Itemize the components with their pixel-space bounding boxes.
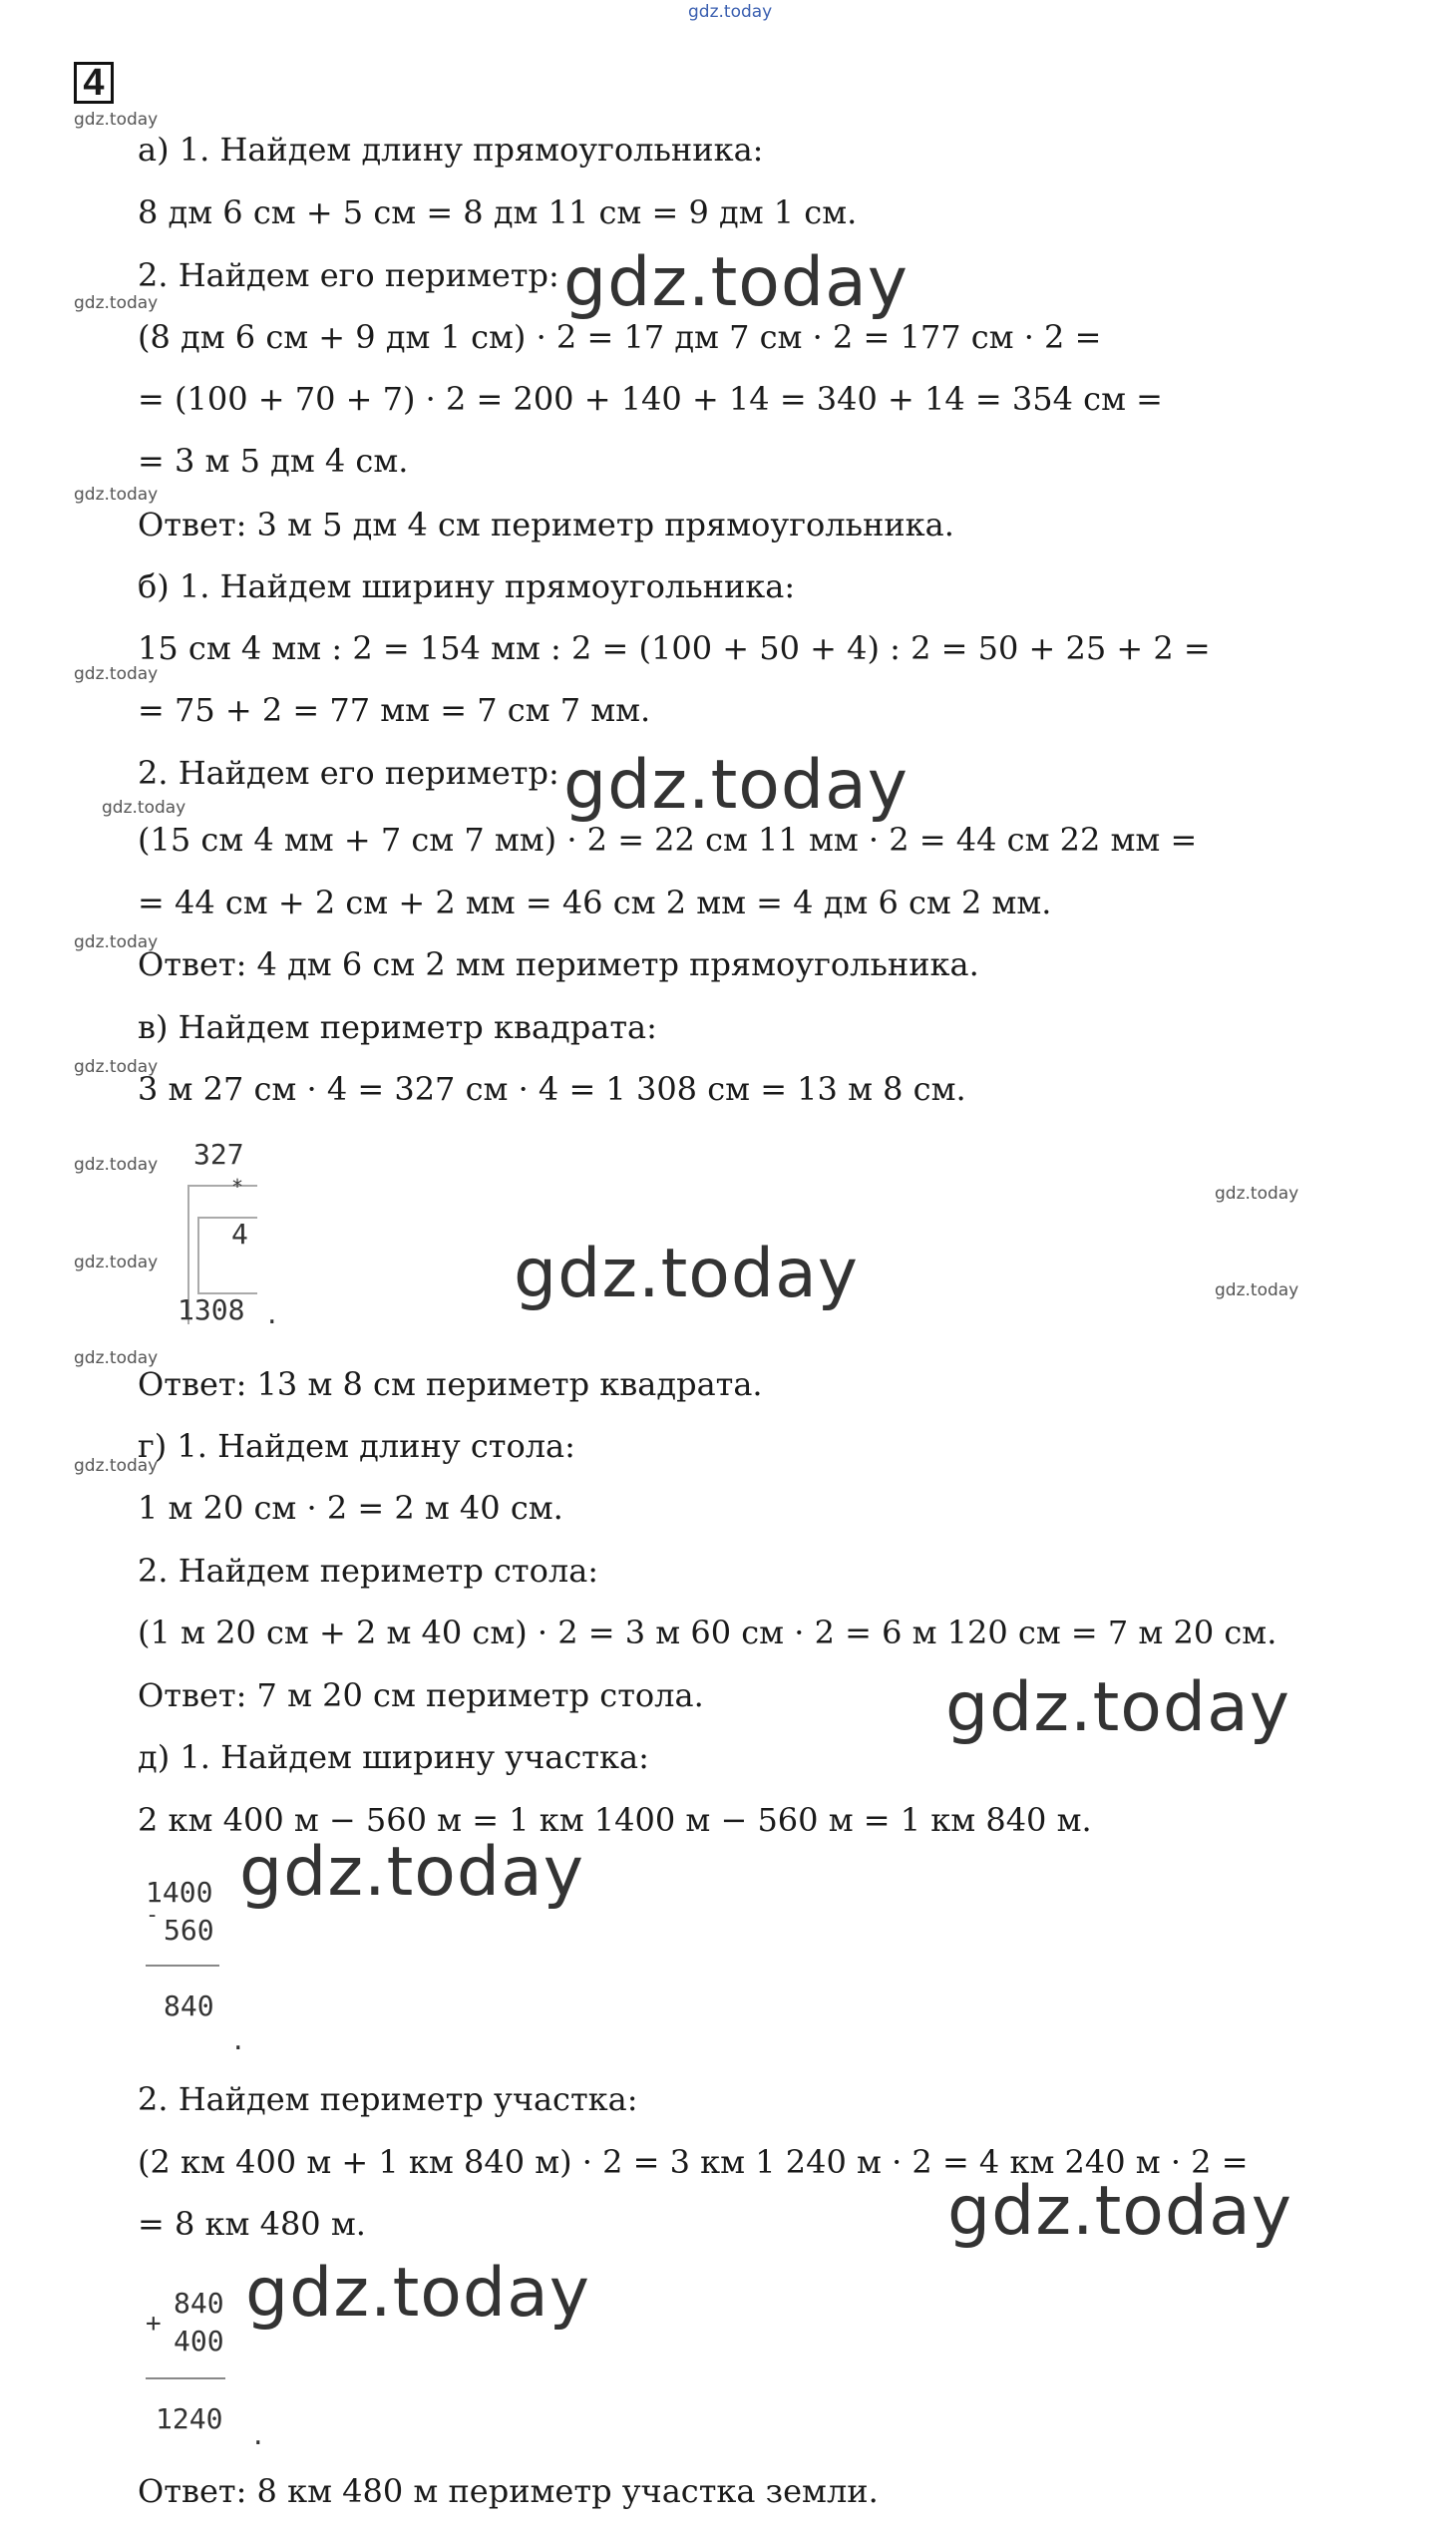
solution-line: 1 м 20 см · 2 = 2 м 40 см. — [138, 1489, 563, 1527]
add-dot: . — [253, 2417, 263, 2452]
watermark-small: gdz.today — [74, 1253, 159, 1272]
solution-line: Ответ: 4 дм 6 см 2 мм периметр прямоугольника. — [138, 945, 979, 983]
watermark-large: gdz.today — [947, 2172, 1292, 2251]
watermark-large: gdz.today — [239, 1833, 584, 1912]
solution-line: = 44 см + 2 см + 2 мм = 46 см 2 мм = 4 дм 6 см 2 мм. — [138, 884, 1052, 921]
solution-line: (2 км 400 м + 1 км 840 м) · 2 = 3 км 1 240 м · 2 = 4 км 240 м · 2 = — [138, 2143, 1249, 2181]
solution-line: = 75 + 2 = 77 мм = 7 см 7 мм. — [138, 691, 651, 729]
mult-operator: * — [231, 1175, 244, 1199]
solution-line: б) 1. Найдем ширину прямоугольника: — [138, 567, 796, 605]
watermark-large: gdz.today — [514, 1235, 859, 1313]
mult-top: 327 — [193, 1138, 244, 1171]
watermark-small: gdz.today — [74, 1155, 159, 1175]
add-operator: + — [146, 2309, 162, 2339]
header-watermark: gdz.today — [688, 2, 773, 22]
solution-line: 2. Найдем периметр участка: — [138, 2080, 638, 2118]
mult-dot: . — [267, 1296, 277, 1331]
solution-line: = 3 м 5 дм 4 см. — [138, 442, 409, 480]
add-result: 1240 — [156, 2402, 223, 2435]
mult-factor: 4 — [231, 1218, 248, 1251]
solution-line: 3 м 27 см · 4 = 327 см · 4 = 1 308 см = 13 м 8 см. — [138, 1070, 966, 1108]
watermark-large: gdz.today — [563, 243, 909, 322]
solution-line: = 8 км 480 м. — [138, 2205, 366, 2243]
watermark-small: gdz.today — [74, 1057, 159, 1077]
sub-result: 840 — [164, 1989, 214, 2022]
add-bottom: 400 — [174, 2325, 224, 2357]
solution-line: в) Найдем периметр квадрата: — [138, 1008, 657, 1046]
sub-bottom: 560 — [164, 1914, 214, 1947]
solution-line: Ответ: 3 м 5 дм 4 см периметр прямоугольника. — [138, 506, 954, 543]
sub-dot: . — [233, 2022, 243, 2057]
watermark-large: gdz.today — [945, 1668, 1290, 1747]
solution-line: а) 1. Найдем длину прямоугольника: — [138, 131, 764, 169]
solution-line: 2 км 400 м − 560 м = 1 км 1400 м − 560 м = 1 км 840 м. — [138, 1801, 1092, 1839]
watermark-small: gdz.today — [74, 485, 159, 505]
solution-line: 2. Найдем его периметр: — [138, 256, 559, 294]
solution-line: Ответ: 13 м 8 см периметр квадрата. — [138, 1365, 763, 1403]
watermark-large: gdz.today — [245, 2254, 590, 2333]
solution-line: (1 м 20 см + 2 м 40 см) · 2 = 3 м 60 см · 2 = 6 м 120 см = 7 м 20 см. — [138, 1614, 1277, 1651]
solution-line: 8 дм 6 см + 5 см = 8 дм 11 см = 9 дм 1 см. — [138, 193, 858, 231]
solution-line: (15 см 4 мм + 7 см 7 мм) · 2 = 22 см 11 мм · 2 = 44 см 22 мм = — [138, 821, 1198, 859]
watermark-small: gdz.today — [74, 1456, 159, 1476]
mult-result: 1308 — [178, 1293, 245, 1326]
solution-line: Ответ: 8 км 480 м периметр участка земли. — [138, 2472, 879, 2510]
watermark-small: gdz.today — [1215, 1280, 1299, 1300]
watermark-small: gdz.today — [74, 110, 159, 130]
sub-operator: - — [146, 1903, 160, 1928]
watermark-small: gdz.today — [74, 1348, 159, 1368]
task-number: 4 — [74, 62, 114, 104]
watermark-small: gdz.today — [74, 932, 159, 952]
watermark-small: gdz.today — [74, 664, 159, 684]
watermark-small: gdz.today — [1215, 1184, 1299, 1204]
sub-top: 1400 — [146, 1876, 213, 1909]
solution-line: 2. Найдем его периметр: — [138, 754, 559, 792]
solution-line: 15 см 4 мм : 2 = 154 мм : 2 = (100 + 50 + 4) : 2 = 50 + 25 + 2 = — [138, 629, 1211, 667]
add-top: 840 — [174, 2287, 224, 2320]
solution-line: = (100 + 70 + 7) · 2 = 200 + 140 + 14 = 340 + 14 = 354 см = — [138, 380, 1163, 418]
solution-line: 2. Найдем периметр стола: — [138, 1552, 599, 1590]
solution-line: (8 дм 6 см + 9 дм 1 см) · 2 = 17 дм 7 см · 2 = 177 см · 2 = — [138, 318, 1102, 356]
solution-line: д) 1. Найдем ширину участка: — [138, 1738, 649, 1776]
watermark-large: gdz.today — [563, 746, 909, 825]
solution-line: Ответ: 7 м 20 см периметр стола. — [138, 1676, 704, 1714]
watermark-small: gdz.today — [74, 293, 159, 313]
watermark-small: gdz.today — [102, 798, 186, 818]
solution-line: г) 1. Найдем длину стола: — [138, 1427, 575, 1465]
